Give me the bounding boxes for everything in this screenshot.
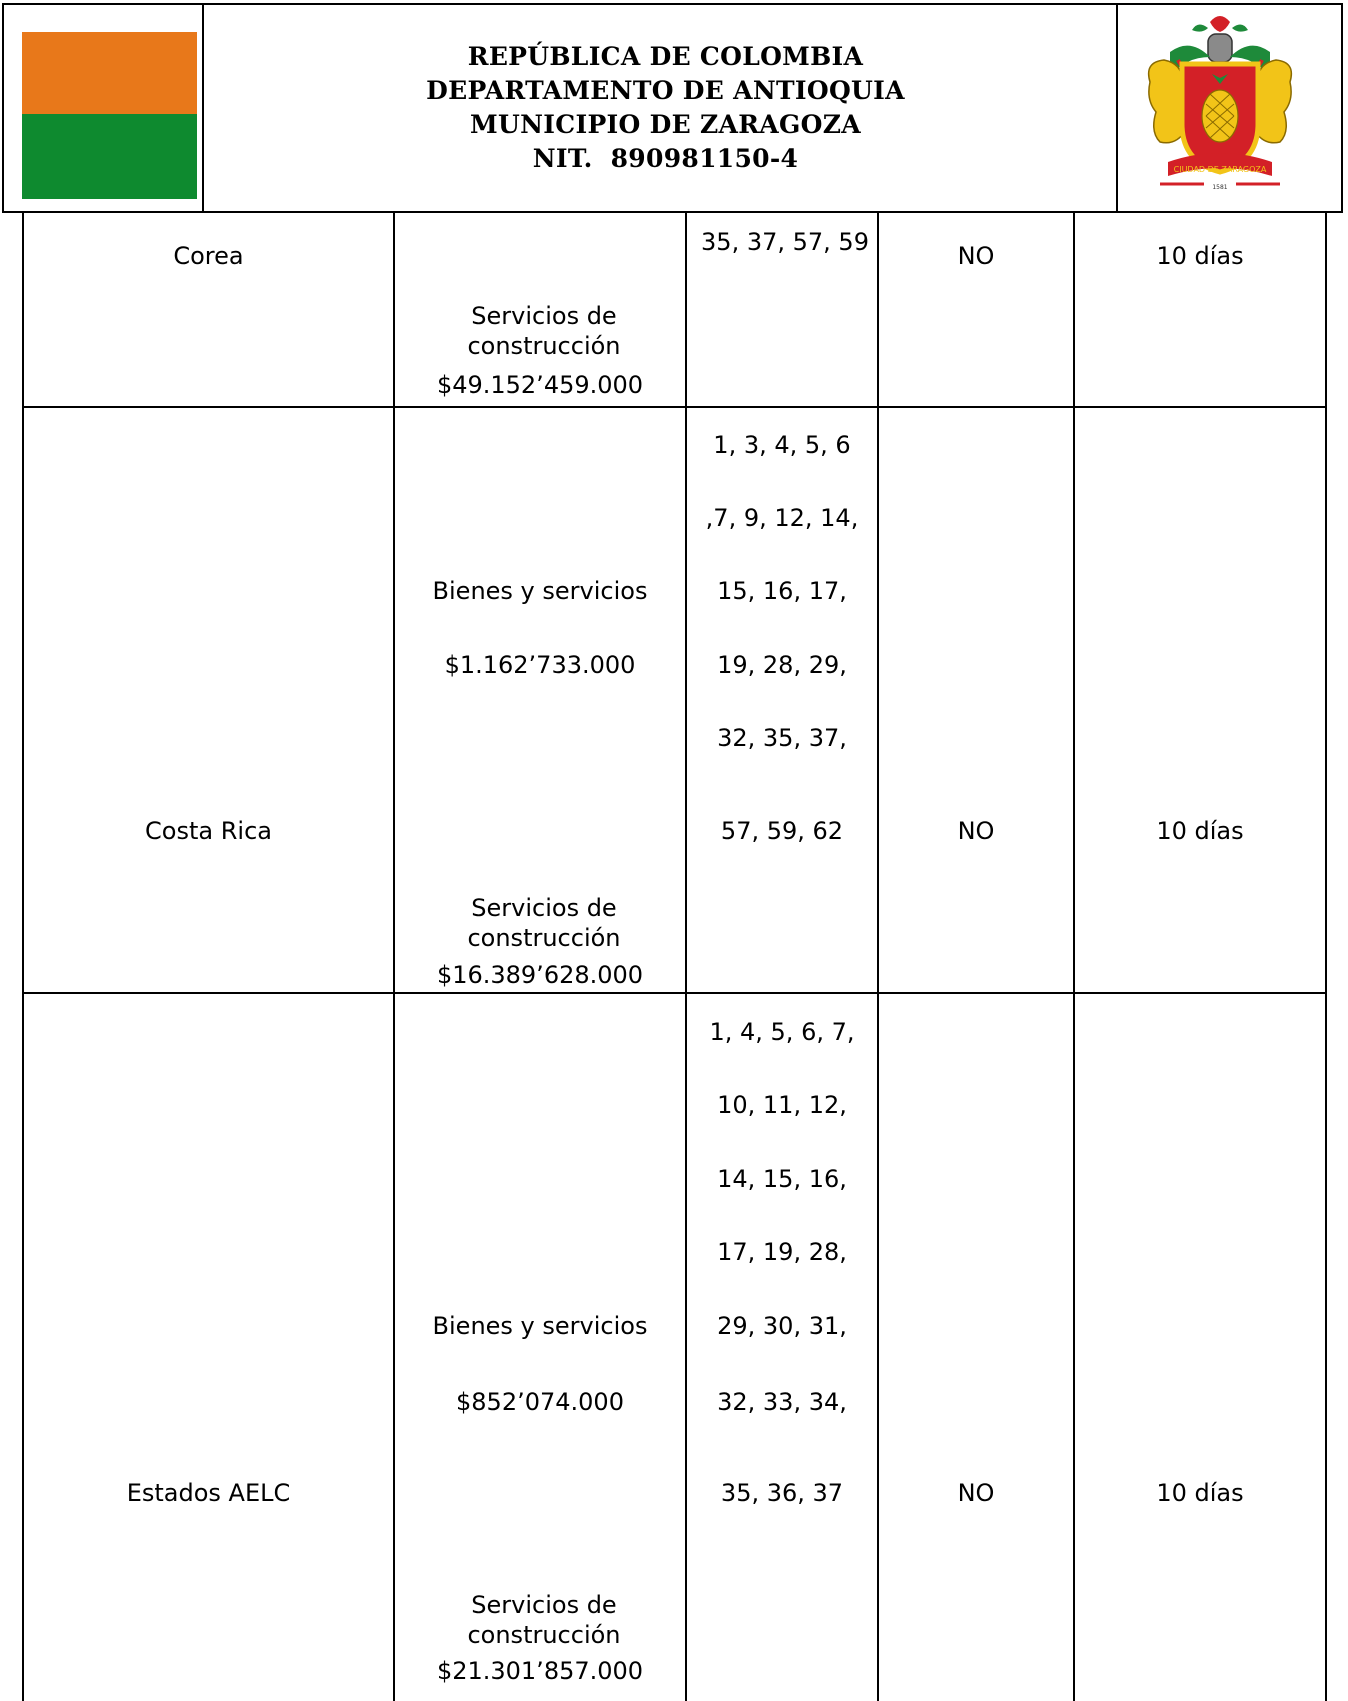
municipal-flag [22, 32, 197, 199]
days-cell: 10 días [1156, 1479, 1244, 1507]
days-cell: 10 días [1156, 817, 1244, 845]
coat-of-arms-icon [1130, 12, 1310, 202]
number-list: 1, 4, 5, 6, 7, [709, 1018, 855, 1046]
exception-cell: NO [957, 242, 995, 270]
number-list: 19, 28, 29, [717, 651, 847, 679]
number-list: 32, 33, 34, [717, 1388, 847, 1416]
header-divider [1116, 5, 1118, 211]
amount-value: $21.301’857.000 [436, 1657, 644, 1685]
header-line-department: DEPARTAMENTO DE ANTIOQUIA [426, 76, 905, 105]
amount-value: $49.152’459.000 [436, 371, 644, 399]
exception-cell: NO [957, 1479, 995, 1507]
amount-label: Servicios de construcción [467, 894, 621, 952]
number-list: 1, 3, 4, 5, 6 [713, 431, 851, 459]
number-list: 14, 15, 16, [717, 1165, 847, 1193]
column-divider [393, 212, 395, 1701]
row-divider [22, 406, 1327, 408]
amount-label: Servicios de construcción [467, 1591, 621, 1649]
number-list: ,7, 9, 12, 14, [705, 504, 859, 532]
number-list: 35, 37, 57, 59 [701, 228, 869, 256]
amount-label: Servicios de construcción [467, 302, 621, 360]
header-line-country: REPÚBLICA DE COLOMBIA [467, 42, 864, 71]
flag-orange-stripe [22, 32, 197, 114]
amount-value: $1.162’733.000 [444, 651, 636, 679]
number-list: 17, 19, 28, [717, 1238, 847, 1266]
header-line-nit: NIT. 890981150-4 [532, 144, 799, 173]
header-title [217, 40, 1114, 176]
row-divider [22, 992, 1327, 994]
amount-label: Bienes y servicios [432, 1312, 648, 1340]
days-cell: 10 días [1156, 242, 1244, 270]
table-border-right [1325, 212, 1327, 1701]
amount-label: Bienes y servicios [432, 577, 648, 605]
crest-motto: CIUDAD DE ZARAGOZA [1173, 165, 1267, 174]
amount-value: $852’074.000 [456, 1388, 624, 1416]
country-cell: Corea [173, 242, 244, 270]
number-list: 15, 16, 17, [717, 577, 847, 605]
number-list: 32, 35, 37, [717, 724, 847, 752]
number-list: 35, 36, 37 [720, 1479, 844, 1507]
flag-green-stripe [22, 114, 197, 199]
exception-cell: NO [957, 817, 995, 845]
crest-year: 1581 [1212, 184, 1228, 191]
number-list: 57, 59, 62 [720, 817, 844, 845]
country-cell: Estados AELC [126, 1479, 291, 1507]
number-list: 10, 11, 12, [717, 1091, 847, 1119]
header-divider [202, 5, 204, 211]
amount-value: $16.389’628.000 [436, 961, 644, 989]
header-line-municipality: MUNICIPIO DE ZARAGOZA [470, 110, 861, 139]
number-list: 29, 30, 31, [717, 1312, 847, 1340]
country-cell: Costa Rica [145, 817, 272, 845]
